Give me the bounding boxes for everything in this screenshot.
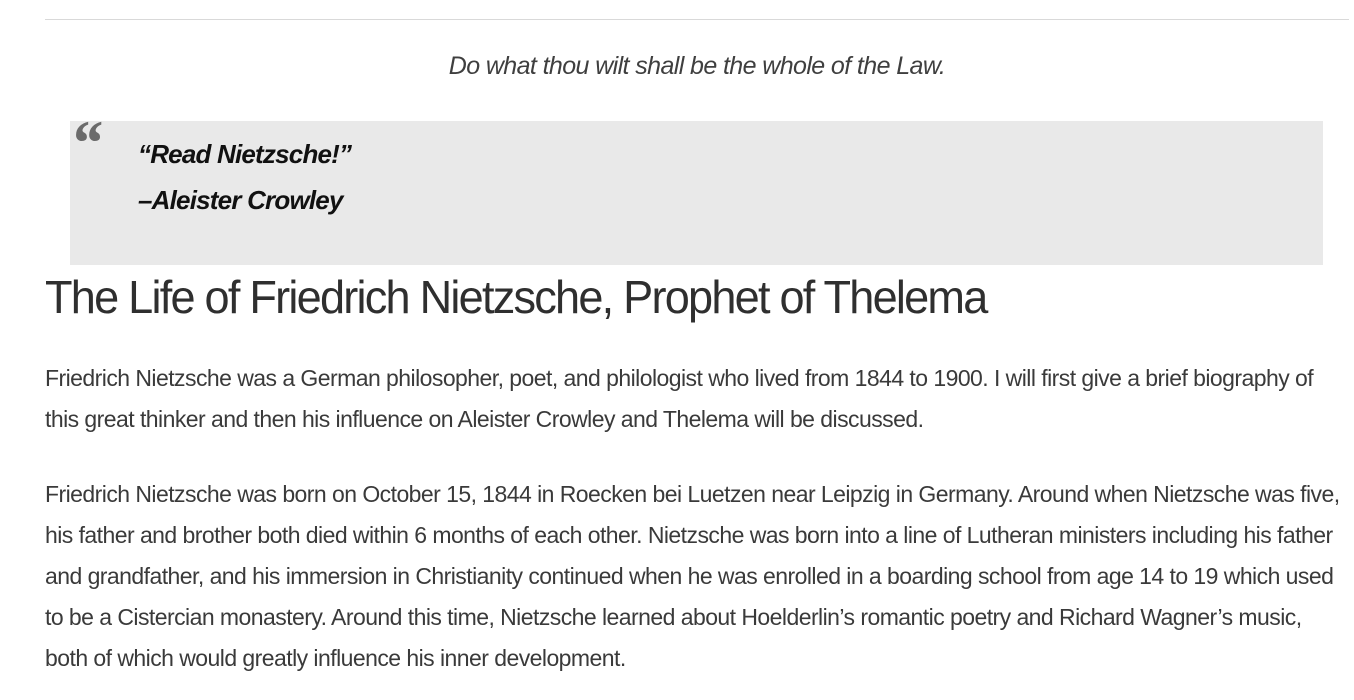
quote-attribution: –Aleister Crowley — [138, 185, 343, 215]
divider-rule — [45, 19, 1349, 20]
article-paragraph: Friedrich Nietzsche was born on October 15, 1844 in Roecken bei Luetzen near Leipzig in Germany. Around when Nietzsche was five, his father and brother both died within 6 months of each other. Nietzsche was born into a line of Lutheran ministers including his father and grandfather, and his immersion in Christianity continued when he was enrolled in a boarding school from age 14 to 19 which used to be a Cistercian monastery. Around this time, Nietzsche learned about Hoelderlin’s romantic poetry and Richard Wagner’s music, both of which would greatly influence his inner development. — [45, 481, 1340, 671]
article-title: The Life of Friedrich Nietzsche, Prophet of Thelema — [45, 271, 987, 323]
article-paragraph: Friedrich Nietzsche was a German philosopher, poet, and philologist who lived from 1844 to 1900. I will first give a brief biography of this great thinker and then his influence on Aleister Crowley and Thelema will be discussed. — [45, 365, 1314, 432]
blockquote — [70, 107, 1323, 265]
quote-mark-icon: “ — [70, 107, 102, 178]
motto-text: Do what thou wilt shall be the whole of the Law. — [448, 52, 946, 80]
quote-text: “Read Nietzsche!” — [138, 139, 352, 169]
